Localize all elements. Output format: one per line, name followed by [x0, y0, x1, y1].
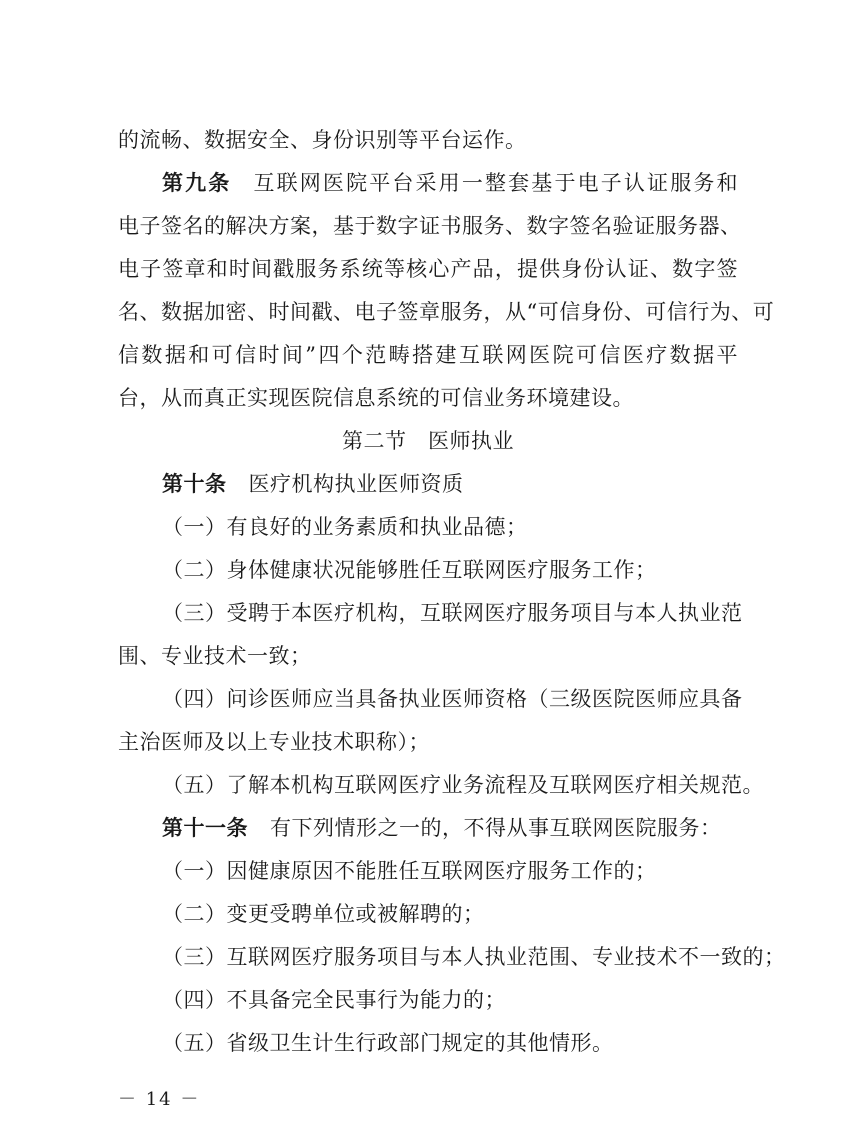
paragraph-line: 电子签名的解决方案，基于数字证书服务、数字签名验证服务器、 [118, 214, 742, 238]
list-item: （四）不具备完全民事行为能力的； [162, 988, 506, 1012]
list-item: （二）身体健康状况能够胜任互联网医疗服务工作； [162, 558, 657, 582]
list-item-continuation: 围、专业技术一致； [118, 644, 312, 668]
section-heading: 第二节 医师执业 [342, 429, 514, 453]
paragraph-line: 台，从而真正实现医院信息系统的可信业务环境建设。 [118, 386, 634, 410]
list-item: （二）变更受聘单位或被解聘的； [162, 902, 485, 926]
list-item: （五）了解本机构互联网医疗业务流程及互联网医疗相关规范。 [162, 773, 764, 797]
paragraph-line: 名、数据加密、时间戳、电子签章服务，从“可信身份、可信行为、可 [118, 300, 775, 324]
article-11-line: 第十一条 有下列情形之一的，不得从事互联网医院服务： [162, 815, 722, 840]
paragraph-line: 信数据和可信时间”四个范畴搭建互联网医院可信医疗数据平 [118, 343, 738, 367]
list-item: （四）问诊医师应当具备执业医师资格（三级医院医师应具备 [162, 687, 743, 711]
article-10-line: 第十条 医疗机构执业医师资质 [162, 471, 464, 496]
article-heading: 第十一条 [162, 815, 248, 840]
list-item: （三）互联网医疗服务项目与本人执业范围、专业技术不一致的； [162, 945, 786, 969]
paragraph-line: 的流畅、数据安全、身份识别等平台运作。 [118, 128, 527, 152]
paragraph-line: 电子签章和时间戳服务系统等核心产品，提供身份认证、数字签 [118, 257, 738, 281]
list-item: （一）有良好的业务素质和执业品德； [162, 515, 528, 539]
list-item: （一）因健康原因不能胜任互联网医疗服务工作的； [162, 859, 657, 883]
list-item: （五）省级卫生计生行政部门规定的其他情形。 [162, 1031, 614, 1055]
article-heading: 第九条 [162, 170, 232, 195]
list-item: （三）受聘于本医疗机构，互联网医疗服务项目与本人执业范 [162, 601, 743, 625]
article-9-line: 第九条 互联网医院平台采用一整套基于电子认证服务和 [162, 170, 739, 195]
page-number: － 14 － [118, 1089, 201, 1110]
article-heading: 第十条 [162, 471, 227, 496]
list-item-continuation: 主治医师及以上专业技术职称）； [118, 730, 430, 754]
